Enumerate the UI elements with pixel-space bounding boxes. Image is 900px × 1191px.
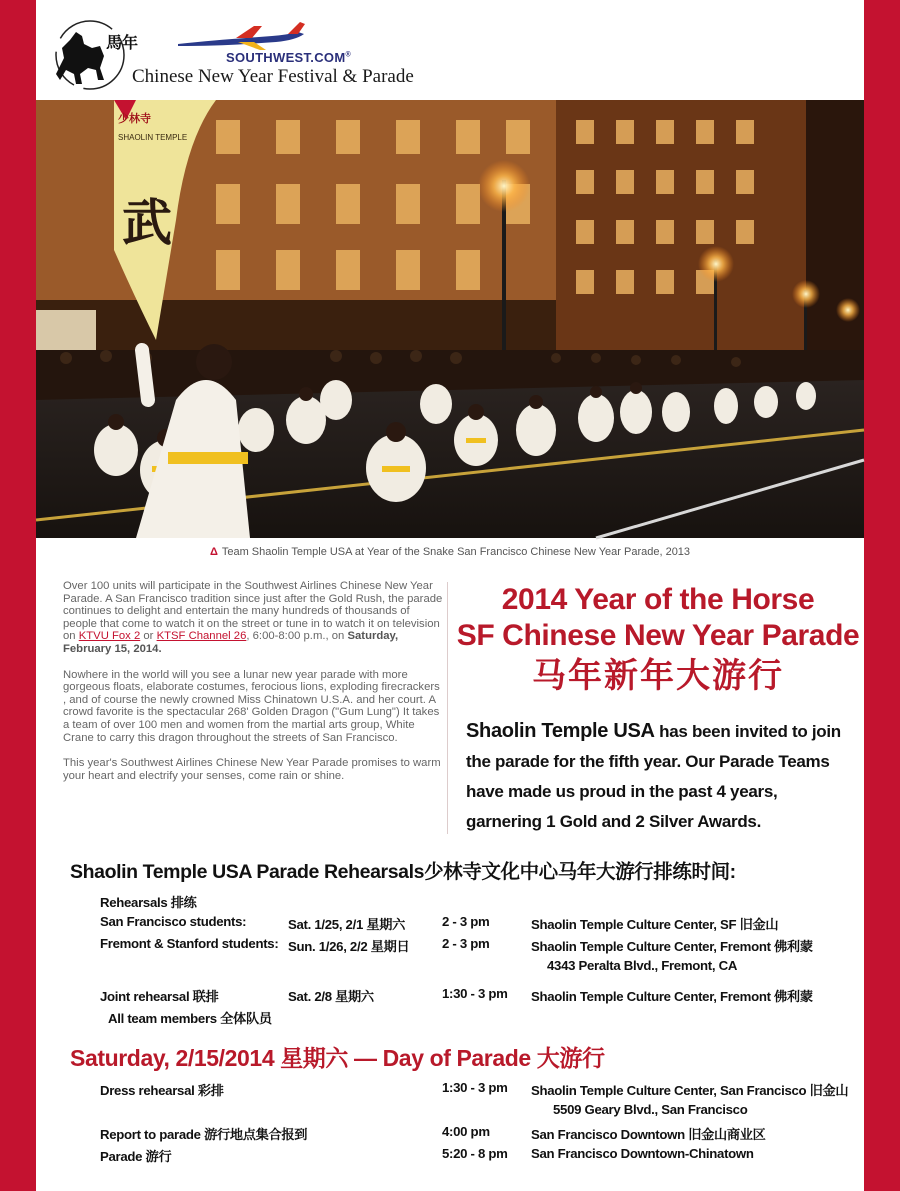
day-time: 5:20 - 8 pm	[442, 1146, 508, 1161]
caption-marker: Δ	[209, 546, 218, 558]
sf-address: 5509 Geary Blvd., San Francisco	[553, 1102, 748, 1117]
main-title	[456, 582, 860, 698]
joint-who: Joint rehearsal 联排	[100, 989, 219, 1004]
day-what: Dress rehearsal 彩排	[100, 1083, 224, 1098]
intro-paragraph-1: Over 100 units will participate in the Southwest Airlines Chinese New Year Parade. A San Francisco tradition since just after the Gold Rush, the parade continues to delight and entertain the many hundreds of thousands of people that come to watch it on the street or tune in to watch it on television on KTVU Fox 2 or KTSF Channel 26, 6:00-8:00 p.m., on Saturday, February 15, 2014.	[63, 580, 443, 655]
parade-day-heading: Saturday, 2/15/2014 星期六 — Day of Parade 大游行	[70, 1045, 605, 1071]
day-what: Report to parade 游行地点集合报到	[100, 1127, 308, 1142]
intro-paragraph-2: Nowhere in the world will you see a lunar new year parade with more gorgeous floats, elaborate costumes, ferocious lions, exploding firecrackers , and of course the newly crowned Miss Chinatown U.S.A. and her court. A crowd favorite is the spectacular 268' Golden Dragon ("Gum Lung") It takes a team of over 100 men and women from the martial arts group, White Crane to carry this dragon throughout the streets of San Francisco.	[63, 668, 440, 744]
row-date: Sat. 1/25, 2/1 星期六	[288, 917, 406, 932]
festival-name: Chinese New Year Festival & Parade	[132, 66, 414, 87]
title-line-3: 马年新年大游行	[532, 656, 784, 696]
title-line-2: SF Chinese New Year Parade	[456, 619, 860, 652]
rehearsals-label: Rehearsals 排练	[100, 895, 197, 910]
row-who: Fremont & Stanford students:	[100, 936, 279, 951]
day-place: San Francisco Downtown 旧金山商业区	[531, 1127, 766, 1142]
ktvu-link[interactable]: KTVU Fox 2	[78, 630, 141, 643]
invite-body: has been invited to join the parade for the fifth year. Our Parade Teams have made us proud in the past 4 years, garnering 1 Gold and 2 Silver Awards.	[466, 722, 841, 831]
day-time: 4:00 pm	[442, 1124, 490, 1139]
invite-org: Shaolin Temple USA	[466, 720, 655, 742]
row-place: Shaolin Temple Culture Center, Fremont 佛利蒙	[531, 939, 813, 954]
intro-text	[63, 580, 443, 795]
airplane-icon	[176, 22, 306, 52]
joint-place: Shaolin Temple Culture Center, Fremont 佛利蒙	[531, 989, 813, 1004]
logo-chars: 馬年	[106, 33, 139, 52]
row-time: 2 - 3 pm	[442, 936, 490, 951]
fremont-address: 4343 Peralta Blvd., Fremont, CA	[547, 958, 738, 973]
intro-paragraph-3: This year's Southwest Airlines Chinese New Year Parade promises to warm your heart and electrify your senses, come rain or shine.	[63, 757, 441, 782]
photo-caption	[36, 546, 864, 558]
day-place: Shaolin Temple Culture Center, San Francisco 旧金山	[531, 1083, 849, 1098]
flag-text-top: 少林寺	[118, 112, 151, 125]
flag-text-en: SHAOLIN TEMPLE	[118, 133, 188, 142]
row-who: San Francisco students:	[100, 914, 247, 929]
flag-char: 武	[122, 194, 172, 252]
joint-date: Sat. 2/8 星期六	[288, 989, 374, 1004]
parade-date: Saturday, February 15, 2014.	[63, 630, 399, 655]
day-time: 1:30 - 3 pm	[442, 1080, 508, 1095]
row-date: Sun. 1/26, 2/2 星期日	[288, 939, 410, 954]
title-line-1: 2014 Year of the Horse	[501, 583, 815, 616]
day-place: San Francisco Downtown-Chinatown	[531, 1146, 754, 1161]
ktsf-link[interactable]: KTSF Channel 26	[156, 630, 247, 643]
header	[36, 0, 864, 100]
horse-logo	[48, 18, 139, 92]
day-what: Parade 游行	[100, 1149, 172, 1164]
flyer-page	[36, 0, 864, 1191]
caption-text: Team Shaolin Temple USA at Year of the Snake San Francisco Chinese New Year Parade, 2013	[221, 546, 691, 558]
parade-photo-illustration	[36, 100, 864, 538]
parade-photo	[36, 100, 864, 538]
rehearsals-heading: Shaolin Temple USA Parade Rehearsals少林寺文化中心马年大游行排练时间:	[70, 861, 736, 883]
all-team-members: All team members 全体队员	[108, 1011, 272, 1026]
brand-name: SOUTHWEST.COM®	[226, 50, 351, 65]
row-place: Shaolin Temple Culture Center, SF 旧金山	[531, 917, 779, 932]
row-time: 2 - 3 pm	[442, 914, 490, 929]
joint-time: 1:30 - 3 pm	[442, 986, 508, 1001]
column-divider	[447, 582, 448, 834]
invite-text	[466, 716, 856, 837]
southwest-brand	[132, 22, 432, 92]
